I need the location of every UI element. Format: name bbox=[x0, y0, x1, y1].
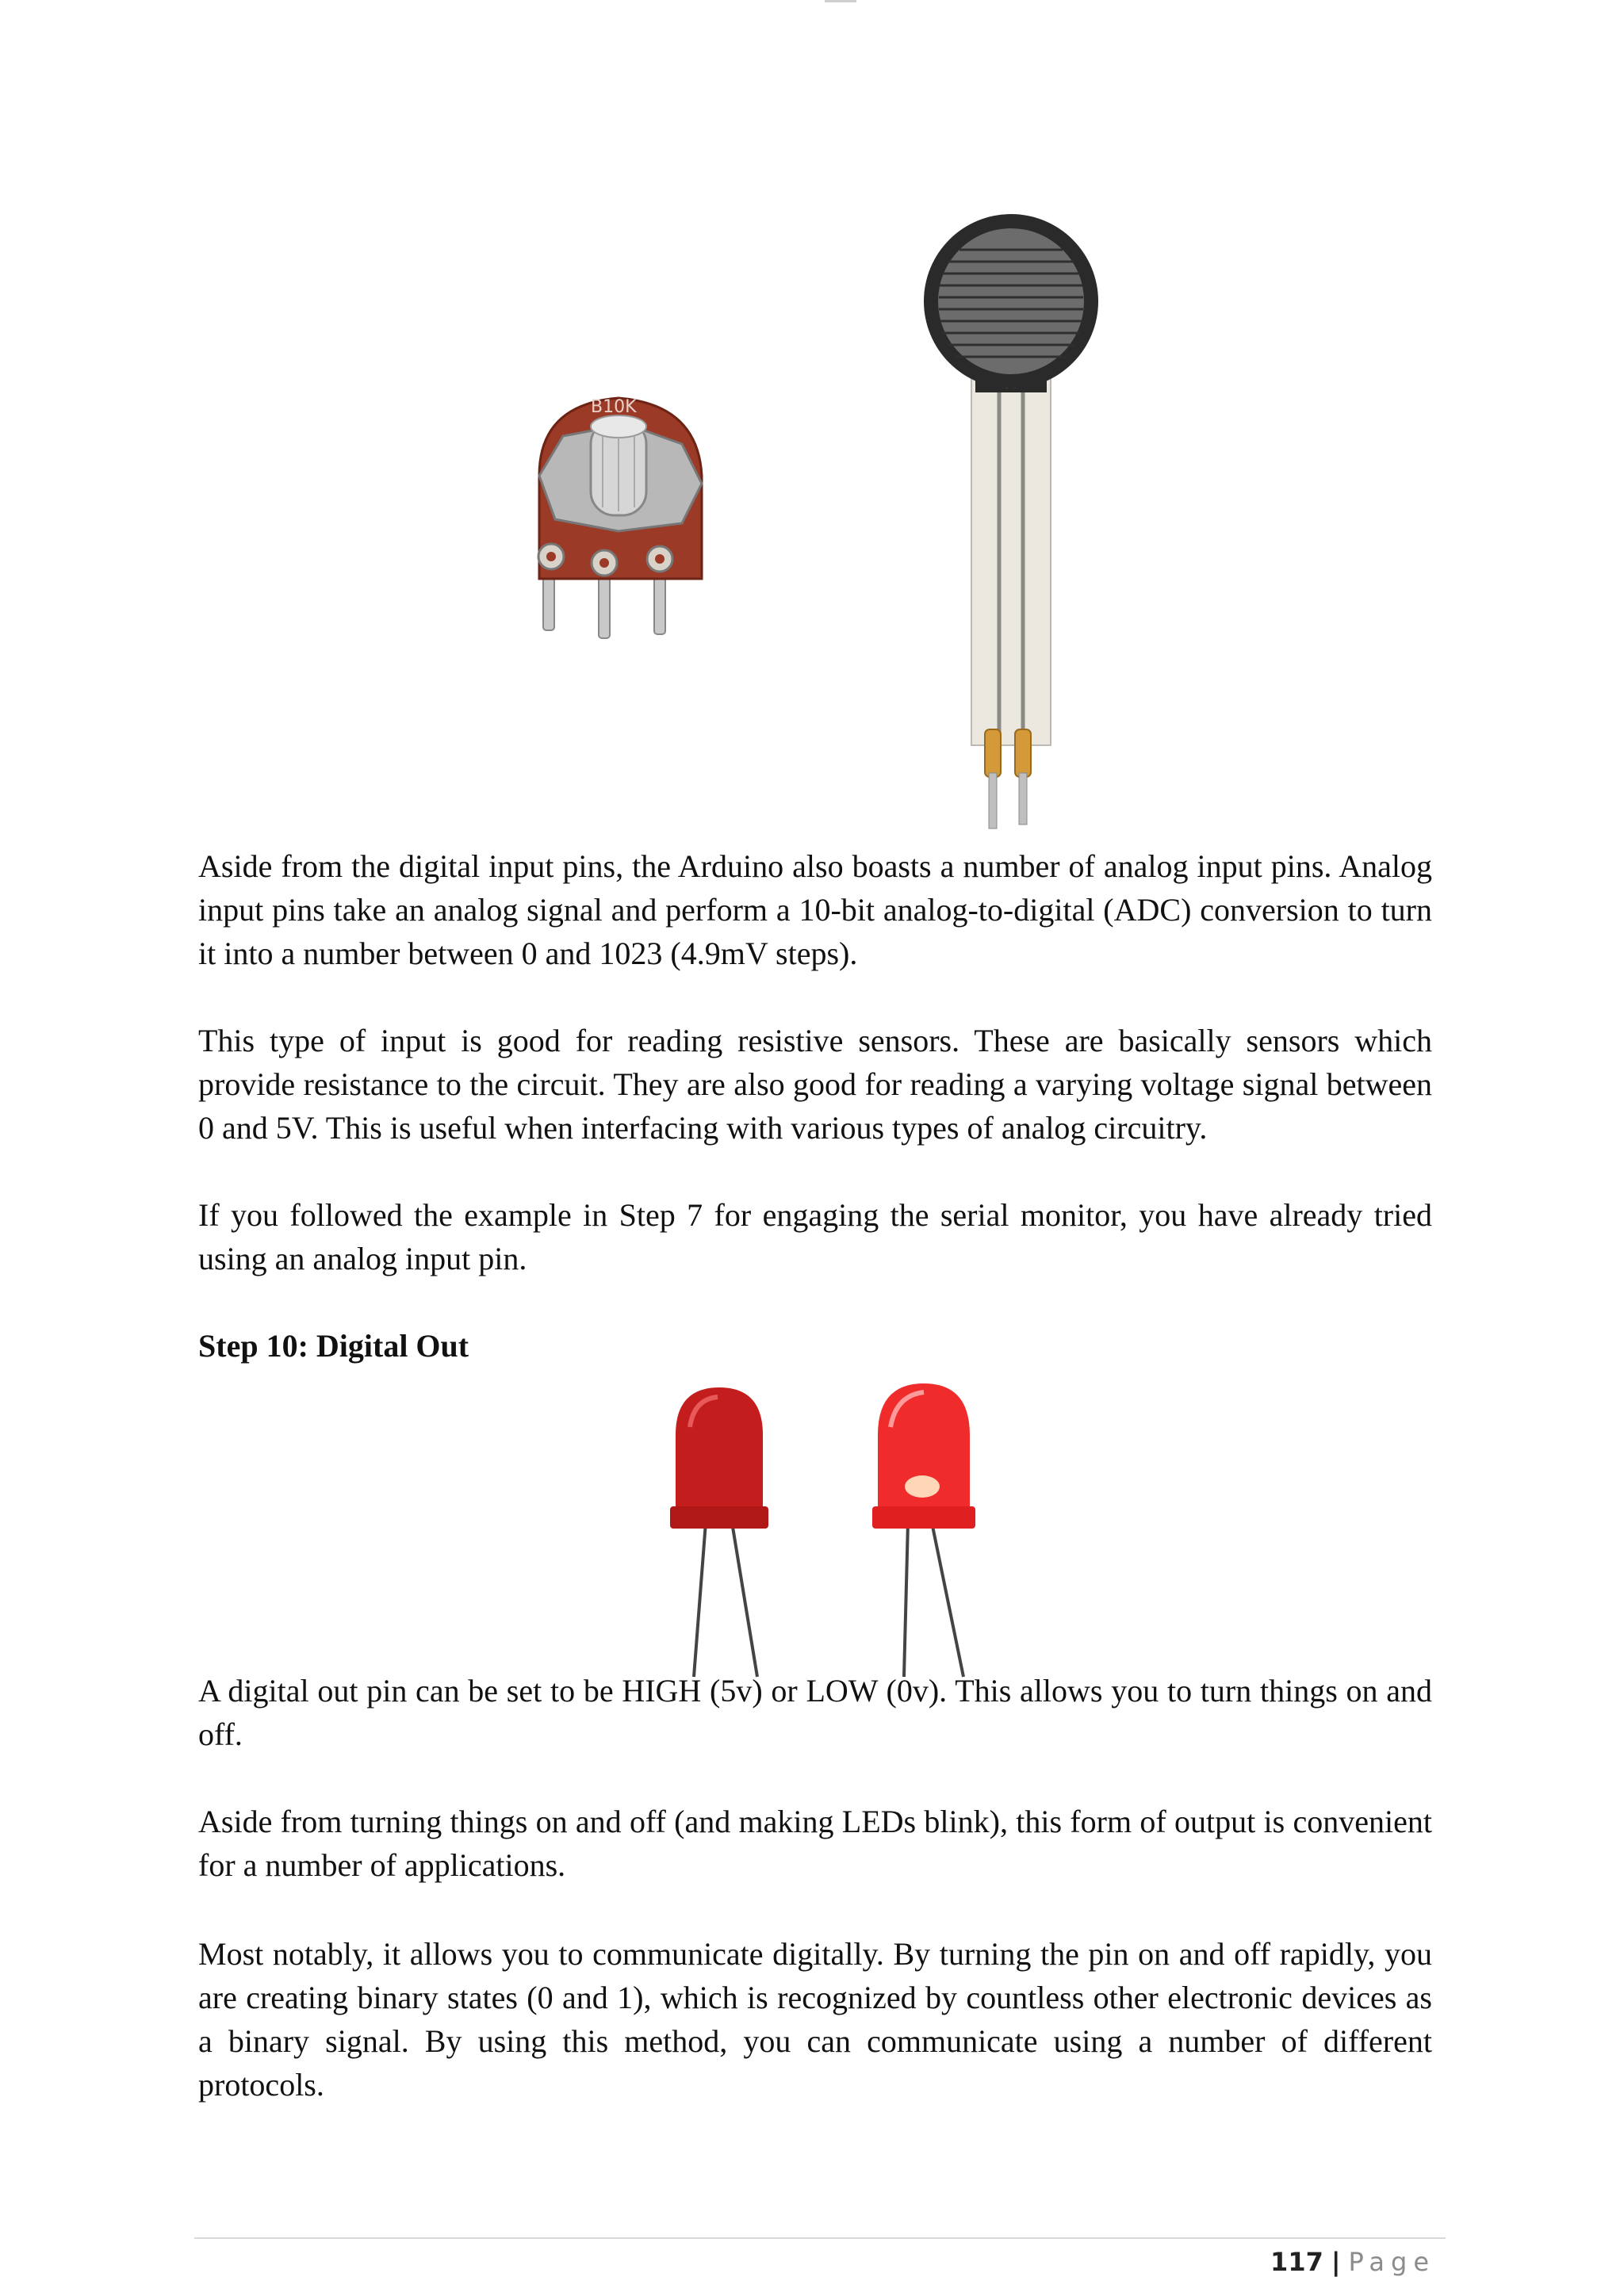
paragraph-analog-intro: Aside from the digital input pins, the Arduino also boasts a number of analog input pins. Analog input pins take an analog signal and perform a 10-bit analog-to-digital (ADC) conversion to turn it into a number between 0 and 1023 (4.9mV steps). bbox=[198, 848, 1432, 971]
paragraph-digital-out-intro: A digital out pin can be set to be HIGH (5v) or LOW (0v). This allows you to turn things on and off. bbox=[198, 1673, 1432, 1752]
potentiometer-image bbox=[508, 388, 737, 666]
force-sensor-image bbox=[912, 214, 1110, 832]
paragraph-communicate: Most notably, it allows you to communicate digitally. By turning the pin on and off rapidly, you are creating binary states (0 and 1), which is recognized by countless other electronic devices as a binary signal. By using this method, you can communicate using a number of different protocols. bbox=[198, 1936, 1432, 2103]
top-mark bbox=[825, 0, 856, 2]
paragraph-step7-reference: If you followed the example in Step 7 for engaging the serial monitor, you have already tried using an analog input pin. bbox=[198, 1197, 1432, 1276]
paragraph-on-off: Aside from turning things on and off (and making LEDs blink), this form of output is convenient for a number of applications. bbox=[198, 1804, 1432, 1883]
potentiometer-marking: B10K bbox=[591, 397, 637, 417]
footer-separator: | bbox=[1331, 2247, 1341, 2277]
paragraph-resistive-sensors: This type of input is good for reading resistive sensors. These are basically sensors which provide resistance to the circuit. They are also good for reading a varying voltage signal between 0 and 5V. This is useful when interfacing with various types of analog circuitry. bbox=[198, 1023, 1432, 1146]
page-label: Page bbox=[1348, 2247, 1435, 2277]
page-number: 117 bbox=[1270, 2247, 1323, 2277]
page-footer bbox=[1270, 2247, 1435, 2277]
footer-divider bbox=[194, 2237, 1446, 2239]
leds-image bbox=[662, 1380, 995, 1681]
heading-step10: Step 10: Digital Out bbox=[198, 1328, 469, 1364]
